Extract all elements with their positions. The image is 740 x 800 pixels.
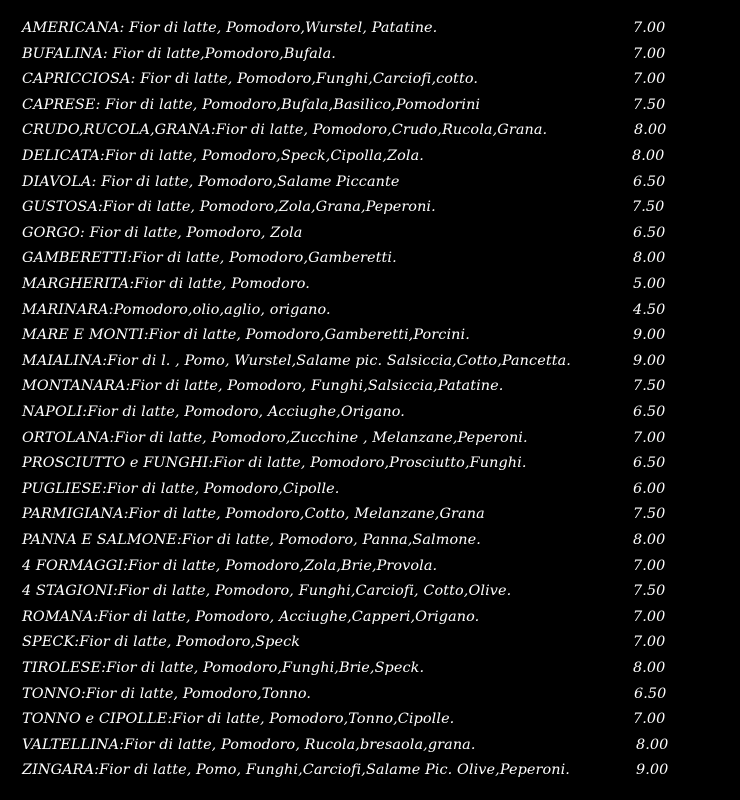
- menu-item: [22, 502, 722, 528]
- item-price: 7.00: [633, 711, 666, 728]
- menu-item: [22, 477, 722, 503]
- menu-item: [22, 16, 722, 42]
- item-description: SPECK:Fior di latte, Pomodoro,Speck: [22, 634, 301, 651]
- menu-item: [22, 349, 722, 375]
- item-description: PANNA E SALMONE:Fior di latte, Pomodoro, Panna,Salmone.: [22, 532, 481, 548]
- item-price: 6.50: [633, 173, 666, 190]
- item-price: 6.00: [633, 480, 666, 497]
- item-price: 4.50: [633, 301, 666, 318]
- item-description: CRUDO,RUCOLA,GRANA:Fior di latte, Pomodoro,Crudo,Rucola,Grana.: [22, 122, 548, 139]
- item-description: GORGO: Fior di latte, Pomodoro, Zola: [22, 224, 303, 241]
- menu-item: [22, 323, 722, 349]
- item-description: GAMBERETTI:Fior di latte, Pomodoro,Gamberetti.: [22, 250, 397, 267]
- item-price: 8.00: [632, 148, 665, 164]
- item-description: ORTOLANA:Fior di latte, Pomodoro,Zucchine , Melanzane,Peperoni.: [22, 429, 528, 446]
- item-price: 7.50: [632, 199, 665, 216]
- item-description: GUSTOSA:Fior di latte, Pomodoro,Zola,Grana,Peperoni.: [22, 199, 436, 216]
- item-price: 7.00: [633, 557, 666, 574]
- menu-item: [22, 426, 722, 452]
- item-price: 9.00: [633, 327, 666, 344]
- item-description: MARE E MONTI:Fior di latte, Pomodoro,Gamberetti,Porcini.: [22, 327, 470, 344]
- menu-item: [22, 656, 722, 682]
- item-price: 7.00: [633, 634, 666, 651]
- menu-item: [22, 554, 722, 580]
- item-description: AMERICANA: Fior di latte, Pomodoro,Wurstel, Patatine.: [22, 20, 438, 36]
- item-price: 7.00: [633, 20, 666, 36]
- menu-item: [22, 707, 722, 733]
- menu-item: [22, 528, 722, 554]
- item-price: 8.00: [633, 250, 666, 267]
- item-description: ZINGARA:Fior di latte, Pomo, Funghi,Carciofi,Salame Pic. Olive,Peperoni.: [22, 762, 570, 779]
- menu-item: [22, 400, 722, 426]
- item-description: PUGLIESE:Fior di latte, Pomodoro,Cipolle.: [22, 480, 340, 497]
- item-description: MARINARA:Pomodoro,olio,aglio, origano.: [22, 301, 331, 318]
- item-price: 8.00: [634, 122, 667, 139]
- menu-item: [22, 195, 722, 221]
- item-price: 6.50: [633, 404, 666, 420]
- menu-item: [22, 67, 722, 93]
- item-price: 6.50: [633, 224, 666, 241]
- item-price: 7.00: [633, 45, 666, 62]
- menu-item: [22, 298, 722, 324]
- item-description: MARGHERITA:Fior di latte, Pomodoro.: [22, 276, 310, 292]
- menu-item: [22, 682, 722, 708]
- item-price: 5.00: [633, 276, 666, 292]
- item-price: 7.00: [633, 429, 666, 446]
- item-description: 4 STAGIONI:Fior di latte, Pomodoro, Funghi,Carciofi, Cotto,Olive.: [22, 583, 512, 600]
- item-price: 7.50: [633, 583, 666, 600]
- item-description: PROSCIUTTO e FUNGHI:Fior di latte, Pomodoro,Prosciutto,Funghi.: [22, 455, 527, 472]
- menu-item: [22, 733, 722, 759]
- menu-item: [22, 170, 722, 196]
- item-description: NAPOLI:Fior di latte, Pomodoro, Acciughe,Origano.: [22, 404, 405, 420]
- item-description: MONTANARA:Fior di latte, Pomodoro, Funghi,Salsiccia,Patatine.: [22, 378, 504, 395]
- menu-item: [22, 144, 722, 170]
- menu-item: [22, 221, 722, 247]
- item-description: PARMIGIANA:Fior di latte, Pomodoro,Cotto, Melanzane,Grana: [22, 506, 485, 523]
- menu-item: [22, 374, 722, 400]
- menu-item: [22, 758, 722, 784]
- menu-item: [22, 42, 722, 68]
- item-price: 8.00: [633, 532, 666, 548]
- menu-item: [22, 579, 722, 605]
- item-description: CAPRICCIOSA: Fior di latte, Pomodoro,Funghi,Carciofi,cotto.: [22, 71, 479, 88]
- item-description: DELICATA:Fior di latte, Pomodoro,Speck,Cipolla,Zola.: [22, 148, 424, 164]
- menu-item: [22, 246, 722, 272]
- menu-item: [22, 630, 722, 656]
- item-description: 4 FORMAGGI:Fior di latte, Pomodoro,Zola,Brie,Provola.: [22, 557, 438, 574]
- item-description: MAIALINA:Fior di l. , Pomo, Wurstel,Salame pic. Salsiccia,Cotto,Pancetta.: [22, 352, 571, 369]
- item-price: 7.50: [633, 378, 666, 395]
- item-price: 7.50: [633, 96, 666, 113]
- item-description: ROMANA:Fior di latte, Pomodoro, Acciughe,Capperi,Origano.: [22, 608, 480, 625]
- item-price: 8.00: [636, 736, 669, 753]
- item-description: TIROLESE:Fior di latte, Pomodoro,Funghi,Brie,Speck.: [22, 660, 425, 676]
- menu-item: [22, 118, 722, 144]
- item-description: CAPRESE: Fior di latte, Pomodoro,Bufala,Basilico,Pomodorini: [22, 96, 481, 113]
- item-price: 9.00: [636, 762, 669, 779]
- item-price: 8.00: [633, 660, 666, 676]
- item-description: VALTELLINA:Fior di latte, Pomodoro, Rucola,bresaola,grana.: [22, 736, 476, 753]
- item-description: BUFALINA: Fior di latte,Pomodoro,Bufala.: [22, 45, 336, 62]
- menu-item: [22, 605, 722, 631]
- item-price: 6.50: [634, 685, 667, 702]
- item-description: DIAVOLA: Fior di latte, Pomodoro,Salame Piccante: [22, 173, 400, 190]
- item-price: 7.00: [633, 71, 666, 88]
- item-price: 7.00: [633, 608, 666, 625]
- menu-item: [22, 93, 722, 119]
- item-price: 6.50: [633, 455, 666, 472]
- item-description: TONNO e CIPOLLE:Fior di latte, Pomodoro,Tonno,Cipolle.: [22, 711, 455, 728]
- item-description: TONNO:Fior di latte, Pomodoro,Tonno.: [22, 685, 312, 702]
- menu-item: [22, 272, 722, 298]
- item-price: 9.00: [633, 352, 666, 369]
- item-price: 7.50: [633, 506, 666, 523]
- menu-item: [22, 451, 722, 477]
